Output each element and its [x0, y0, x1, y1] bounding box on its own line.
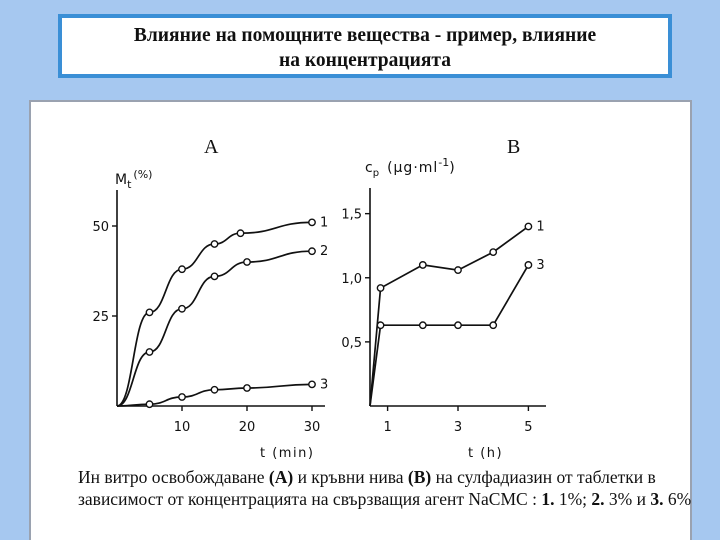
chart-b-ylabel: $c_p$ $(\mu g\cdot ml^{-1})$: [365, 156, 455, 179]
chart-b-ytick-label: 1,0: [341, 271, 362, 287]
caption-n2: 2.: [591, 489, 605, 509]
chart-b-xlabel: t (h): [468, 446, 504, 461]
chart-b-xtick-label: 3: [453, 420, 463, 435]
caption-b-mark: (В): [407, 467, 432, 487]
chart-a-series-2-point: [179, 306, 185, 312]
figure-caption: [78, 466, 698, 510]
chart-b-series-1-line: [370, 226, 528, 406]
chart-b-xtick-label: 1: [383, 420, 392, 435]
chart-b-series-3-point: [377, 322, 383, 328]
chart-a-series-3-point: [146, 401, 152, 407]
chart-a-ytick-label: 50: [92, 220, 109, 235]
chart-a-series-1-point: [146, 309, 152, 315]
caption-v1: 1%;: [554, 489, 592, 509]
chart-b-series-1-point: [455, 267, 461, 273]
caption-n1: 1.: [541, 489, 555, 509]
chart-a-xlabel: t (min): [260, 446, 315, 461]
chart-a-series-2-label: 2: [320, 244, 329, 260]
caption-text-3: на сулфадиазин от таблетки в зависимост от концентрацията на свързващия агент NaCMC :: [78, 467, 656, 509]
chart-b-series-1-point: [377, 285, 383, 291]
chart-a-xtick-label: 30: [303, 420, 321, 435]
chart-a-xtick-label: 10: [173, 420, 191, 435]
chart-a-series-3-point: [244, 385, 250, 391]
chart-b-series-1-point: [420, 262, 426, 268]
chart-b-series-3-label: 3: [536, 257, 545, 273]
caption-n3: 3.: [650, 489, 664, 509]
chart-b-series-3-point: [490, 322, 496, 328]
caption-v3: 6%: [663, 489, 692, 509]
panel-b-label: B: [507, 136, 521, 158]
title-line-1: Влияние на помощните вещества - пример, влияние: [133, 25, 597, 46]
chart-a-ylabel: $M_t^{(\%)}$: [115, 168, 153, 191]
chart-a-series-2-point: [244, 259, 250, 265]
chart-a-series-1-label: 1: [320, 215, 329, 231]
chart-b-xtick-label: 5: [524, 420, 533, 435]
caption-a-mark: (А): [268, 467, 294, 487]
chart-b-series-1-point: [490, 249, 496, 255]
chart-b-series-3-line: [370, 265, 528, 406]
chart-b-series-1-label: 1: [536, 219, 545, 235]
caption-v2: 3% и: [604, 489, 651, 509]
chart-b-series-3-point: [420, 322, 426, 328]
chart-a-xtick-label: 20: [238, 420, 256, 435]
chart-a-series-1-point: [309, 219, 315, 225]
chart-b-ytick-label: 0,5: [341, 335, 362, 351]
chart-b-series-3-point: [525, 262, 531, 268]
chart-a-series-3-point: [309, 381, 315, 387]
chart-b-ytick-label: 1,5: [341, 207, 362, 223]
chart-a-series-1-point: [211, 241, 217, 247]
chart-a-series-1-point: [237, 230, 243, 236]
caption-text-1: Ин витро освобождаване: [78, 467, 269, 487]
chart-a-series-2-point: [309, 248, 315, 254]
chart-b-series-3-point: [455, 322, 461, 328]
panel-a-label: A: [204, 136, 219, 158]
caption-text-2: и кръвни нива: [293, 467, 408, 487]
chart-a-series-1-point: [179, 266, 185, 272]
title-line-2: на концентрацията: [279, 50, 451, 71]
chart-a-series-2-point: [146, 349, 152, 355]
chart-a-ytick-label: 25: [92, 310, 109, 325]
chart-a-series-3-point: [211, 387, 217, 393]
chart-b-series-1-point: [525, 223, 531, 229]
chart-a-series-2-point: [211, 273, 217, 279]
chart-a-series-3-point: [179, 394, 185, 400]
chart-a-series-3-label: 3: [320, 377, 329, 393]
